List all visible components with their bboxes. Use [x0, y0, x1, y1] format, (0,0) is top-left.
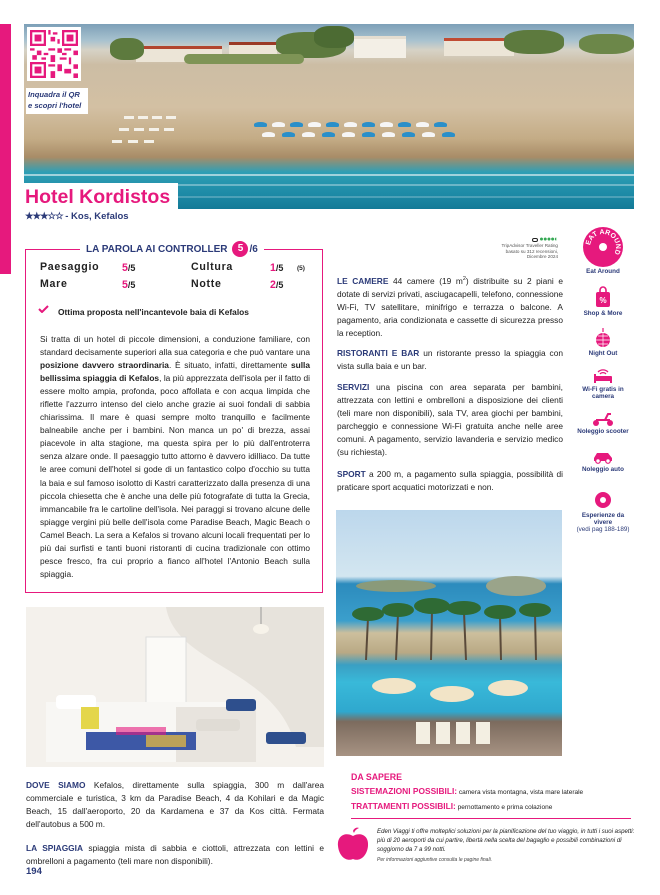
hotel-stars-location [25, 211, 129, 222]
controller-title-text: LA PAROLA AI CONTROLLER [86, 243, 228, 255]
rating-value-notte: 2/5 [270, 279, 284, 291]
tripadvisor-dots: ●●●●◐ [539, 236, 558, 243]
eden-note: Per informazioni aggiuntive consulta le pagine finali. [377, 857, 493, 863]
controller-title [80, 239, 264, 259]
tripadvisor-rating [488, 237, 558, 260]
feature-scooter: Noleggio scooter [572, 412, 634, 435]
section-servizi: SERVIZI una piscina con area separata per bambini, attrezzata con lettini e ombrelloni a disposizione dei clienti (teli mare non disponibili), sala TV, area giochi per bambini, parcheggio e connessione Wi-Fi gratuita anche nelle aree comuni. A pagamento, servizio lavanderia e servizio medico (su richiesta). [337, 382, 563, 458]
rating-label-mare: Mare [40, 278, 68, 290]
rating-label-notte: Notte [191, 278, 222, 290]
hotel-location: - Kos, Kefalos [65, 211, 129, 222]
feature-experiences: Esperienze da vivere (vedi pag 188-189) [572, 490, 634, 533]
experiences-page-note: (vedi pag 188-189) [576, 526, 630, 533]
rating-value-paesaggio: 5/5 [122, 262, 136, 274]
star-rating: ★★★☆☆ [25, 211, 63, 222]
qr-caption: Inquadra il QR e scopri l'hotel [26, 88, 88, 114]
scooter-icon [592, 412, 614, 426]
feature-car: Noleggio auto [572, 450, 634, 473]
hotel-name: Hotel Kordistos [25, 186, 171, 208]
section-sport: SPORT a 200 m, a pagamento sulla spiaggia, possibilità di praticare sport acquatici motorizzati e non. [337, 469, 563, 493]
tripadvisor-owl-icon [532, 238, 538, 242]
qr-code-icon [30, 30, 78, 78]
rating-label-paesaggio: Paesaggio [40, 261, 100, 273]
feature-eat-around: Eat Around [586, 268, 620, 275]
qr-code[interactable] [27, 27, 81, 81]
rating-value-mare: 5/5 [122, 279, 136, 291]
eden-text: Eden Viaggi ti offre molteplici soluzioni per la pianificazione del tuo viaggio, in tutti i suoi aspetti: più di 20 aeroporti da cui partire, libertà nella scelta del bagaglio e possibili combinazioni di soggiorno da 7 a 99 notti. [377, 828, 635, 853]
experience-icon [593, 490, 613, 510]
pool-photo [336, 510, 562, 756]
feature-night-out: Night Out [572, 328, 634, 357]
da-sapere-title: DA SAPERE [351, 772, 402, 782]
rating-value-cultura: 1/5 [270, 262, 284, 274]
svg-text:EAT AROUND: EAT AROUND [585, 228, 622, 256]
controller-score-total: /6 [249, 243, 258, 255]
section-dove-siamo: DOVE SIAMO Kefalos, direttamente sulla spiaggia, 300 m dall'area commerciale e turistica, 3 km da Paradise Beach, 4 da Kohilari e da Magic Beach, 15 dall'aeroporto, 20 da Kardamena e 37 da Kos città. Fermata dell'autobus a 500 m. [26, 780, 324, 830]
eat-around-badge [583, 227, 623, 267]
feature-shop-more: % Shop & More [572, 286, 634, 317]
tripadvisor-caption: TripAdvisor Traveller Rating [501, 242, 558, 248]
tripadvisor-based-on: basato su 312 recensioni, Dicembre 2024 [505, 248, 558, 260]
rating-label-cultura: Cultura [191, 261, 233, 273]
svg-text:%: % [599, 296, 607, 305]
da-sapere-sistemazioni: SISTEMAZIONI POSSIBILI: camera vista montagna, vista mare laterale [351, 786, 584, 796]
room-photo [26, 607, 324, 767]
feature-wifi-room: Wi-Fi gratis in camera [572, 366, 634, 400]
hotel-title-box [15, 183, 178, 211]
controller-score-badge: 5 [232, 241, 248, 257]
eden-apple-icon [336, 827, 370, 863]
shopping-bag-icon [595, 286, 611, 308]
hero-beach-photo [24, 24, 634, 209]
checkmark-icon [38, 305, 49, 313]
page-number: 194 [26, 866, 42, 877]
controller-description: Si tratta di un hotel di piccole dimensioni, a conduzione familiare, con standard decisamente superiori alla sua categoria e che può vantare una posizione davvero straordinaria. È situato, infatti, direttamente sulla bellissima spiaggia di Kefalos, la più apprezzata dell'isola per il fatto di essere molto ampia, profonda, poco affollata e con acqua limpida che riflette l'azzurro intenso del cielo anche grazie ai suoi fondali di sabbia chiarissima. Il mare è quasi sempre molto tranquillo e facilmente balneabile anche per i bambini. Non manca un po' di brezza, assai piacevole in alta stagione, ma questa spira per lo più dall'entroterra senza alzare onde. Il paesaggio tutto attorno è davvero idilliaco. Da tutte le aree comuni dell'hotel si gode di un fantastico colpo d'occhio su tutta la baia e sul famoso isolotto di Kastri caratterizzato dalla presenza di una piccola chiesetta che è anche una delle più fotografate di tutta la Grecia, immancabile fra le cartoline dell'isola. Nei paraggi si trovano alcune delle spiagge vergini più belle dell'isola come Paradise Beach, Magic Beach o Camel Beach. La sera a Kefalos si trovano alcuni locali frequentati per lo più dai surfisti e tanti buoni ristoranti di cucina tradizionale con ottimo pesce fresco, fra cui proprio a fianco all'hotel l'Antonio Beach sulla spiaggia. [40, 334, 310, 579]
divider [351, 818, 631, 819]
car-icon [592, 450, 614, 464]
section-camere: LE CAMERE 44 camere (19 $m^2$) distribuite su 2 piani e dotate di servizi privati, asciugacapelli, telefono, connessione Wi-Fi, TV satellitare, minifrigo e terrazza o balcone. A pagamento, aria condizionata e cassette di sicurezza presso la reception. [337, 275, 564, 338]
side-color-tab [0, 24, 11, 274]
section-ristoranti: RISTORANTI E BAR un ristorante presso la spiaggia con vista sulla baia e un bar. [337, 348, 563, 372]
da-sapere-trattamenti: TRATTAMENTI POSSIBILI: pernottamento e prima colazione [351, 801, 553, 811]
eat-around-icon [583, 227, 623, 267]
controller-highlight: Ottima proposta nell'incantevole baia di Kefalos [58, 307, 249, 317]
reviews-count: (5) [297, 265, 305, 272]
disco-ball-icon [593, 328, 613, 348]
section-spiaggia: LA SPIAGGIA spiaggia mista di sabbia e ciottoli, attrezzata con lettini e ombrelloni a pagamento (teli mare non disponibili). [26, 843, 324, 867]
bed-wifi-icon [592, 366, 614, 384]
